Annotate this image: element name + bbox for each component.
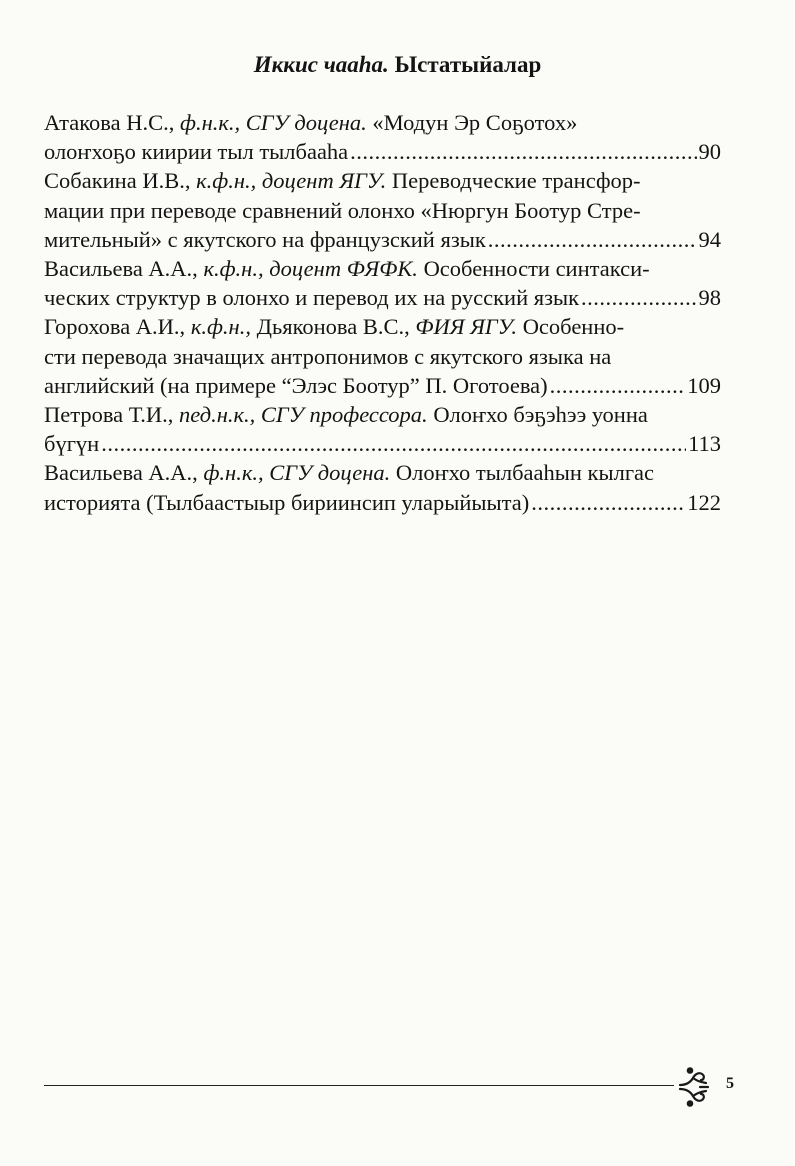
toc-leader-dots <box>488 225 697 254</box>
toc-line <box>44 108 721 137</box>
toc-author: Васильева А.А., <box>44 460 204 486</box>
toc-author: Собакина И.В., <box>44 168 197 194</box>
toc-page-number: 109 <box>687 372 721 398</box>
toc-author-role: ф.н.к., СГУ доцена. <box>203 460 391 486</box>
toc-author: Петрова Т.И., <box>44 402 180 428</box>
toc-title-end: мительный» с якутского на французский язык <box>44 226 486 252</box>
toc-author: Васильева А.А., <box>44 256 204 282</box>
toc-leader-dots <box>101 429 686 458</box>
toc-author-role: ФИЯ ЯГУ. <box>415 314 518 340</box>
toc-line <box>44 312 721 341</box>
toc-title: сти перевода значащих антропонимов с якутского языка на <box>44 343 612 369</box>
toc-title-end: ческих структур в олонхо и перевод их на русский язык <box>44 285 580 311</box>
toc-line <box>44 254 721 283</box>
toc-author-role: к.ф.н., доцент ЯГУ. <box>196 168 387 194</box>
toc-page-number: 94 <box>698 226 721 252</box>
toc-entry[interactable] <box>44 254 721 312</box>
toc-leader-dots <box>550 371 686 400</box>
toc-title-end: английский (на примере “Элэс Боотур” П. Оготоева) <box>44 372 548 398</box>
toc-title-end: историята (Тылбаастыыр бириинсип уларыйыыта) <box>44 489 530 515</box>
toc-line <box>44 196 721 225</box>
toc-line <box>44 458 721 487</box>
scroll-ornament-icon <box>676 1066 710 1108</box>
toc-title: Переводческие трансфор- <box>386 168 641 194</box>
toc-leader-dots <box>581 283 696 312</box>
toc-entry[interactable] <box>44 166 721 254</box>
toc-last-line <box>44 225 721 254</box>
toc-entry[interactable] <box>44 312 721 400</box>
toc-title: Особенности синтакси- <box>417 256 650 282</box>
section-heading-title: Ыстатыйалар <box>388 52 542 77</box>
toc-line <box>44 166 721 195</box>
page-number: 5 <box>726 1075 734 1092</box>
toc-entry[interactable] <box>44 458 721 516</box>
toc-last-line <box>44 488 721 517</box>
toc-author: Дьяконова В.С., <box>250 314 416 340</box>
toc-entry[interactable] <box>44 108 721 166</box>
toc-author: Атакова Н.С., <box>44 110 180 135</box>
toc-leader-dots <box>350 137 696 166</box>
section-heading <box>0 52 795 78</box>
toc-title-end: олоҥхоҕо киирии тыл тылбааһа <box>44 139 349 165</box>
toc-author-role: ф.н.к., СГУ доцена. <box>179 110 367 135</box>
toc-title: Особенно- <box>517 314 625 340</box>
toc-title: Олоҥхо бэҕэһээ уонна <box>427 402 648 428</box>
toc-author-role: к.ф.н., доцент ФЯФК. <box>203 256 418 282</box>
toc-title: «Модун Эр Соҕотох» <box>366 110 578 135</box>
toc-last-line <box>44 371 721 400</box>
toc-page-number: 113 <box>688 431 721 457</box>
toc-last-line <box>44 137 721 166</box>
toc-page-number: 122 <box>687 489 721 515</box>
section-heading-part: Иккис чааһа. <box>253 52 389 77</box>
footer-rule <box>44 1085 674 1086</box>
toc-page-number: 90 <box>698 139 721 165</box>
toc-last-line <box>44 283 721 312</box>
toc-line <box>44 400 721 429</box>
toc-author-role: пед.н.к., СГУ профессора. <box>179 402 428 428</box>
toc-page-number: 98 <box>698 285 721 311</box>
toc-line <box>44 342 721 371</box>
toc-author-role: к.ф.н., <box>190 314 251 340</box>
toc-title: Олоҥхо тылбааһын кылгас <box>390 460 655 486</box>
table-of-contents <box>44 108 721 517</box>
toc-author: Горохова А.И., <box>44 314 191 340</box>
toc-entry[interactable] <box>44 400 721 458</box>
toc-last-line <box>44 429 721 458</box>
toc-leader-dots <box>531 488 685 517</box>
toc-title-end: бүгүн <box>44 431 100 457</box>
toc-title: мации при переводе сравнений олонхо «Нюргун Боотур Стре- <box>44 197 641 223</box>
